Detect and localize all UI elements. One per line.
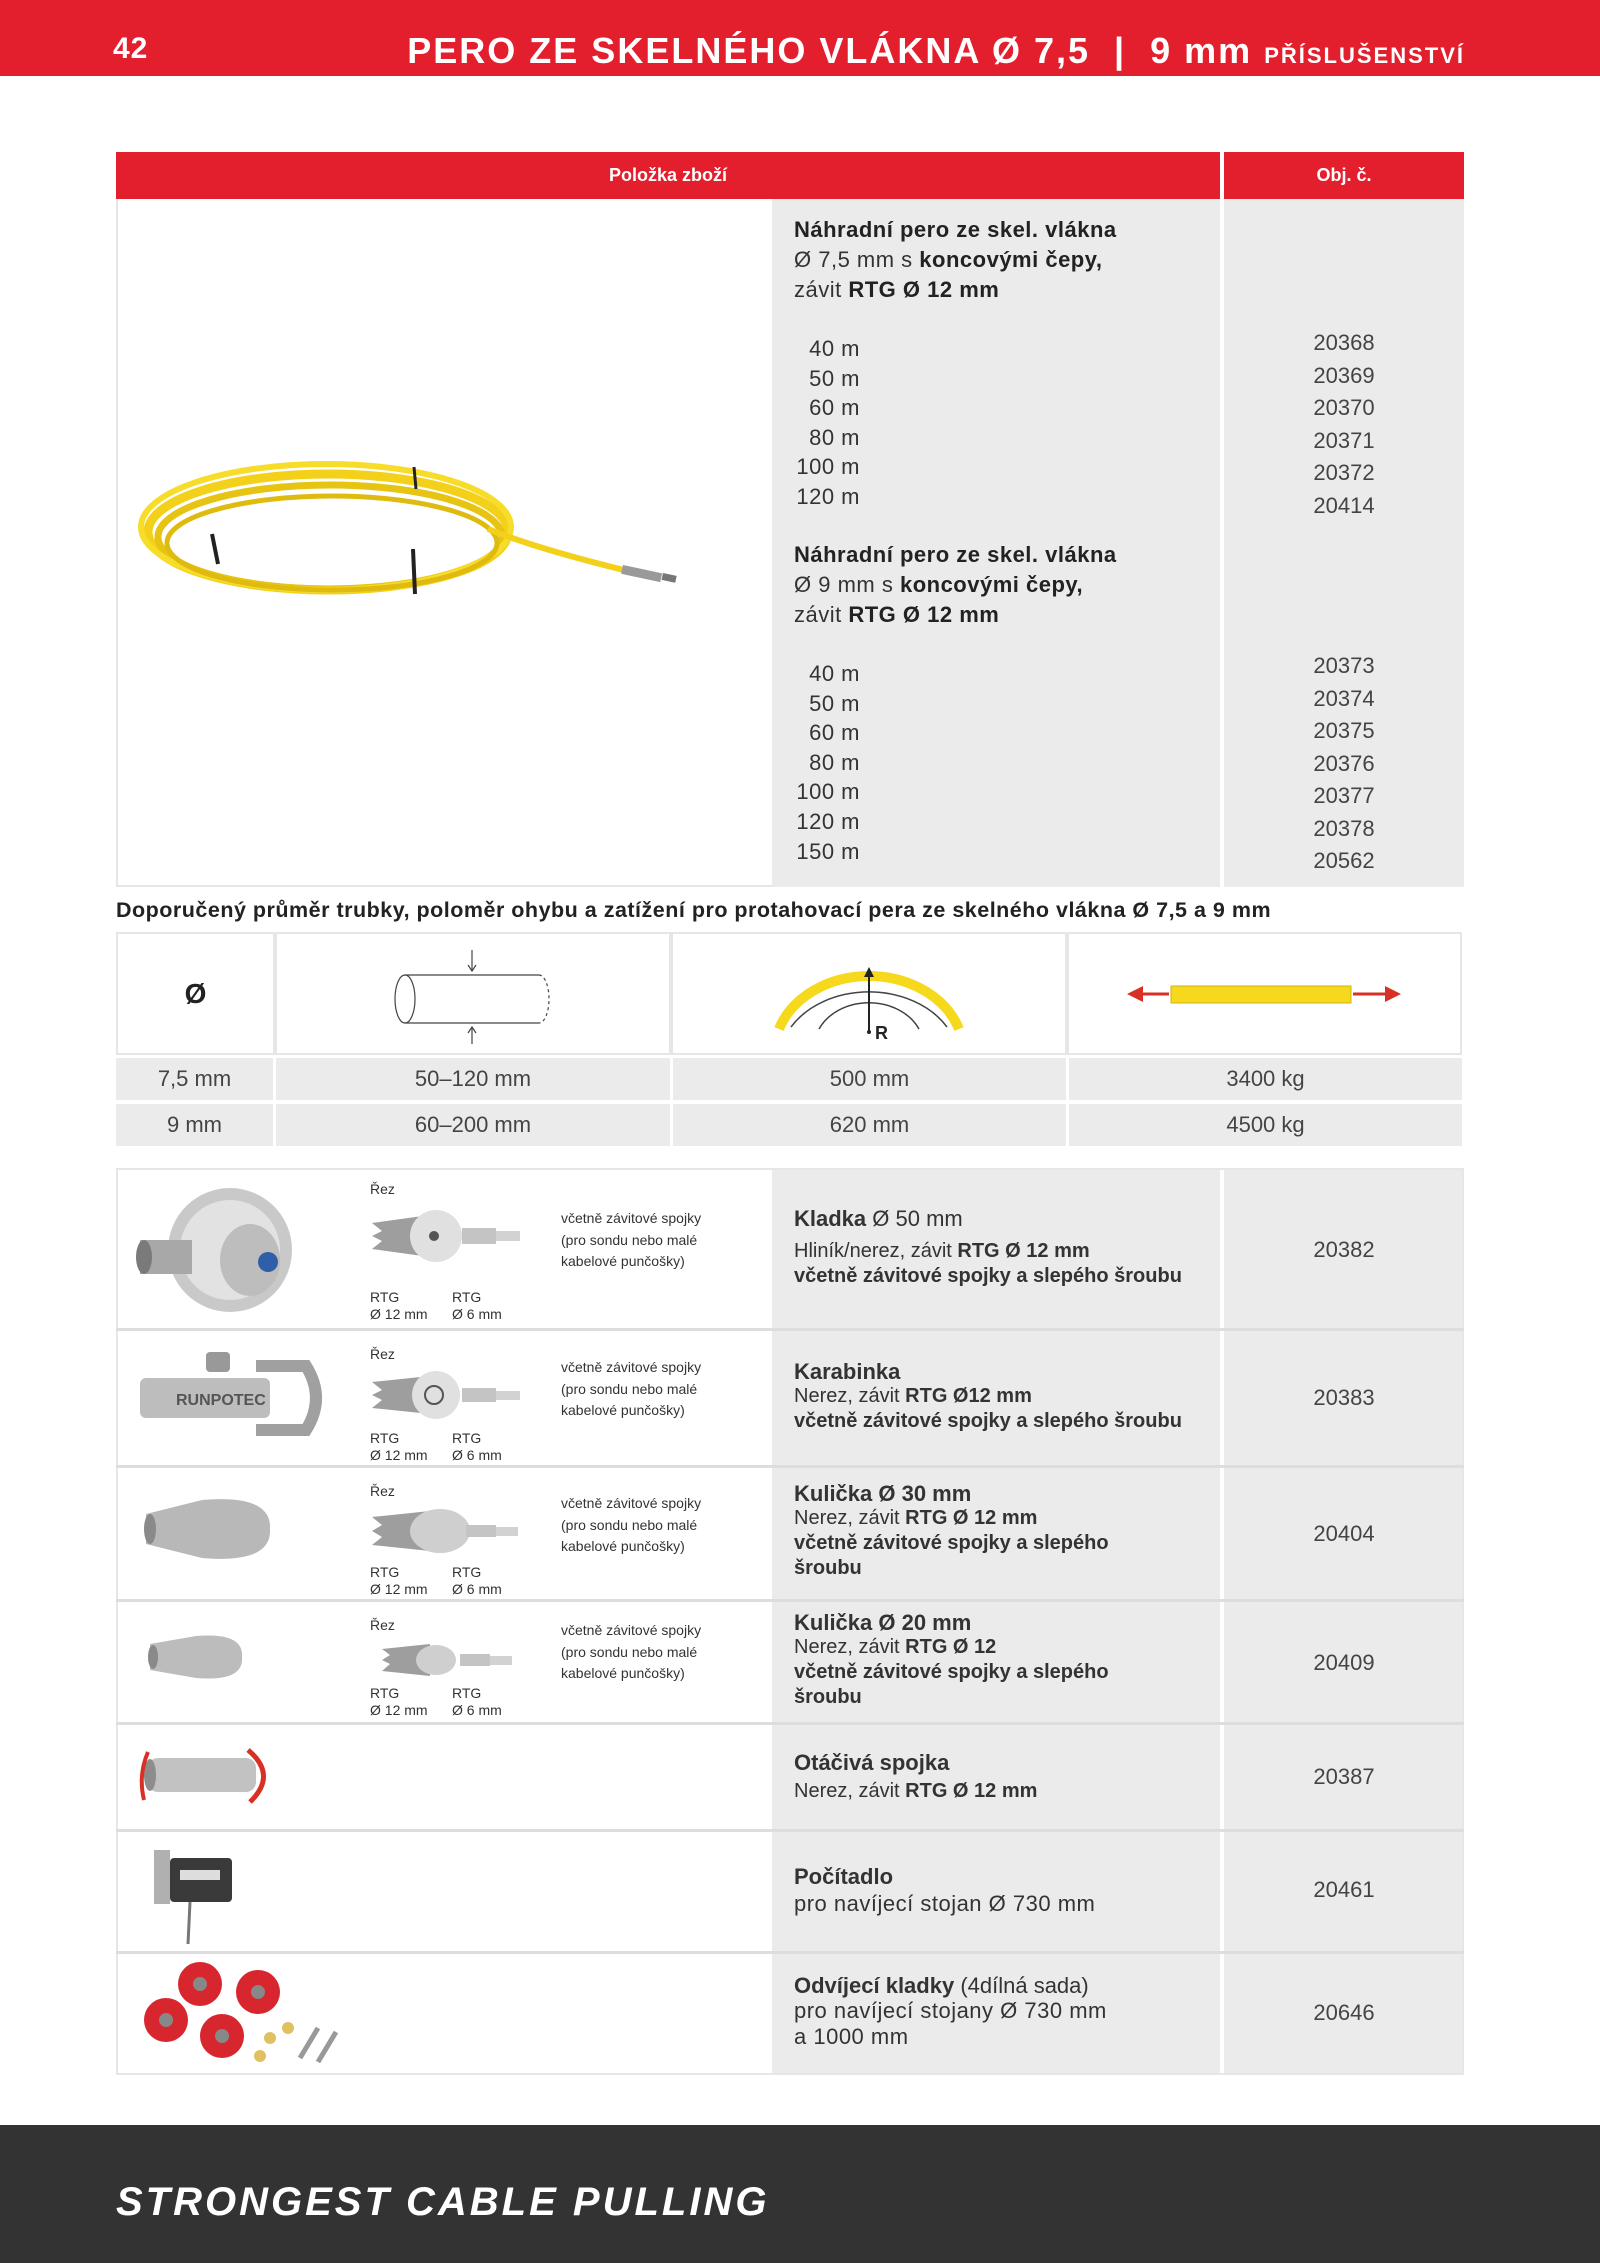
rod9-thread-label: závit <box>794 602 849 627</box>
spec-row-load: 4500 kg <box>1069 1104 1462 1146</box>
rod75-orders <box>1224 327 1464 522</box>
order-number: 20404 <box>1313 1521 1375 1546</box>
row-divider <box>116 1599 1464 1602</box>
length-value: 100 m <box>796 779 860 805</box>
accessory-material: Nerez, závit <box>794 1507 906 1529</box>
accessory-thread: RTG Ø 12 mm <box>905 1780 1038 1802</box>
rtg-label: RTG <box>370 1430 400 1446</box>
cut-diagram <box>370 1181 530 1321</box>
swivel-coupling-image <box>138 1740 278 1815</box>
accessory-detail: pro navíjecí stojan Ø 730 mm <box>794 1891 1096 1916</box>
spec-row-pipe: 60–200 mm <box>276 1104 670 1146</box>
accessory-includes: včetně závitové spojky a slepého šroubu <box>794 1265 1182 1287</box>
recommendation-title: Doporučený průměr trubky, poloměr ohybu a zatížení pro protahovací pera ze skelného vlákna Ø 7,5 a 9 mm <box>116 898 1272 922</box>
accessory-desc <box>794 1864 1214 1919</box>
cut-rtg6 <box>452 1289 502 1323</box>
rtg-label: RTG <box>370 1289 400 1305</box>
accessory-detail: pro navíjecí stojany Ø 730 mm <box>794 1998 1107 2023</box>
accessory-material: Nerez, závit <box>794 1780 906 1802</box>
cut-rtg12 <box>370 1564 428 1598</box>
order-number: 20382 <box>1313 1237 1375 1262</box>
included-note <box>561 1208 701 1273</box>
note-line: včetně závitové spojky <box>561 1622 702 1638</box>
column-header-item: Položka zboží <box>116 152 1220 199</box>
title-section: PŘÍSLUŠENSTVÍ <box>1264 43 1465 68</box>
rod9-diameter: Ø 9 mm s <box>794 572 900 597</box>
pulley-image <box>130 1180 310 1325</box>
rtg-size: Ø 12 mm <box>370 1447 428 1463</box>
accessory-material: Nerez, závit <box>794 1636 906 1658</box>
accessory-name-extra: (4dílná sada) <box>954 1973 1089 1998</box>
spec-row-diameter: 7,5 mm <box>116 1058 273 1100</box>
radius-label: R <box>875 1022 888 1043</box>
ball-30-image <box>142 1494 272 1569</box>
rtg-label: RTG <box>452 1289 482 1305</box>
accessory-thread: RTG Ø12 mm <box>905 1385 1032 1407</box>
rtg-label: RTG <box>370 1564 400 1580</box>
note-line: včetně závitové spojky <box>561 1210 702 1226</box>
rod9-ends: koncovými čepy, <box>899 572 1084 597</box>
accessory-includes-cont: šroubu <box>794 1686 862 1708</box>
rod9-title: Náhradní pero ze skel. vlákna <box>794 542 1117 567</box>
diameter-icon-cell <box>116 932 275 1055</box>
order-number: 20387 <box>1313 1764 1375 1789</box>
cut-rtg12 <box>370 1430 428 1464</box>
accessory-desc <box>794 1973 1214 2050</box>
page-number: 42 <box>113 32 149 65</box>
order-number: 20383 <box>1313 1385 1375 1410</box>
cut-label: Řez <box>370 1346 395 1362</box>
cut-rtg12 <box>370 1289 428 1323</box>
carabiner-brand: RUNPOTEC <box>176 1392 266 1409</box>
tensile-load-cell <box>1067 932 1462 1055</box>
rod-image-cell <box>116 199 772 887</box>
pipe-diameter-icon <box>373 944 573 1044</box>
title-main: PERO ZE SKELNÉHO VLÁKNA Ø 7,5 | 9 mm <box>407 30 1253 71</box>
row-divider <box>116 1328 1464 1331</box>
order-number: 20370 <box>1313 395 1375 420</box>
accessory-material: Nerez, závit <box>794 1385 906 1407</box>
rod9-thread: RTG Ø 12 mm <box>848 602 1000 627</box>
order-number: 20409 <box>1313 1650 1375 1675</box>
order-number: 20414 <box>1313 492 1375 518</box>
accessory-name: Otáčivá spojka <box>794 1750 950 1775</box>
row-divider <box>116 1829 1464 1832</box>
page-title <box>407 30 1465 72</box>
cut-label: Řez <box>370 1617 395 1633</box>
rtg-label: RTG <box>452 1564 482 1580</box>
accessory-thread: RTG Ø 12 mm <box>957 1240 1090 1262</box>
cut-drawing <box>370 1364 530 1424</box>
spec-row-radius: 500 mm <box>673 1058 1066 1100</box>
tensile-load-icon <box>1125 974 1405 1014</box>
rod75-lengths <box>794 334 894 512</box>
note-line: kabelové punčošky) <box>561 1538 685 1554</box>
rod9-orders <box>1224 650 1464 878</box>
rod75-diameter: Ø 7,5 mm s <box>794 247 920 272</box>
rod75-description <box>794 215 1117 305</box>
row-divider <box>116 1951 1464 1954</box>
spec-row-load: 3400 kg <box>1069 1058 1462 1100</box>
cut-diagram <box>370 1483 530 1603</box>
bend-radius-icon <box>749 939 989 1049</box>
note-line: (pro sondu nebo malé <box>561 1516 698 1533</box>
length-value: 50 m <box>809 690 860 716</box>
rtg-size: Ø 12 mm <box>370 1306 428 1322</box>
order-number: 20378 <box>1313 815 1375 841</box>
accessory-name: Počítadlo <box>794 1864 894 1889</box>
length-value: 120 m <box>796 808 860 834</box>
cut-drawing <box>370 1201 530 1271</box>
cut-rtg6 <box>452 1430 502 1464</box>
rod75-title: Náhradní pero ze skel. vlákna <box>794 217 1117 242</box>
note-line: včetně závitové spojky <box>561 1495 702 1511</box>
length-value: 40 m <box>809 336 860 361</box>
rtg-label: RTG <box>370 1685 400 1701</box>
spec-row-diameter: 9 mm <box>116 1104 273 1146</box>
carabiner-image <box>136 1348 326 1443</box>
counter-image <box>150 1838 250 1953</box>
cut-rtg12 <box>370 1685 428 1719</box>
note-line: kabelové punčošky) <box>561 1665 685 1681</box>
rod9-description <box>794 540 1117 630</box>
accessory-thread: RTG Ø 12 <box>905 1636 997 1658</box>
note-line: kabelové punčošky) <box>561 1253 685 1269</box>
accessory-desc <box>794 1610 1214 1710</box>
spec-row-pipe: 50–120 mm <box>276 1058 670 1100</box>
rod75-thread: RTG Ø 12 mm <box>848 277 1000 302</box>
accessory-includes: včetně závitové spojky a slepého šroubu <box>794 1410 1182 1432</box>
accessory-desc <box>794 1481 1214 1581</box>
accessory-material: Hliník/nerez, závit <box>794 1240 958 1262</box>
length-value: 80 m <box>809 424 860 450</box>
order-number: 20376 <box>1313 750 1375 776</box>
rod75-ends: koncovými čepy, <box>919 247 1103 272</box>
included-note <box>561 1493 701 1558</box>
note-line: (pro sondu nebo malé <box>561 1231 698 1248</box>
row-divider <box>116 1465 1464 1468</box>
rtg-size: Ø 6 mm <box>452 1306 502 1322</box>
order-number: 20371 <box>1313 427 1375 453</box>
length-value: 150 m <box>796 838 860 864</box>
accessory-name: Kladka <box>794 1206 867 1231</box>
length-value: 50 m <box>809 365 860 391</box>
fiberglass-rod-coil-image <box>118 199 774 887</box>
order-number: 20374 <box>1313 685 1375 711</box>
accessory-thread: RTG Ø 12 mm <box>905 1507 1038 1529</box>
accessory-desc <box>794 1750 1214 1804</box>
order-number: 20461 <box>1313 1877 1375 1902</box>
order-number: 20368 <box>1313 330 1375 355</box>
accessory-name: Kulička Ø 20 mm <box>794 1610 972 1635</box>
order-number: 20562 <box>1313 848 1375 873</box>
length-value: 80 m <box>809 749 860 775</box>
rtg-size: Ø 6 mm <box>452 1581 502 1597</box>
rod9-lengths <box>794 659 894 866</box>
rtg-label: RTG <box>452 1685 482 1701</box>
spec-row-radius: 620 mm <box>673 1104 1066 1146</box>
length-value: 60 m <box>809 720 860 746</box>
included-note <box>561 1357 701 1422</box>
pipe-diagram-cell <box>275 932 671 1055</box>
accessory-name: Kulička Ø 30 mm <box>794 1481 972 1506</box>
accessory-includes: včetně závitové spojky a slepého <box>794 1532 1109 1554</box>
rod75-thread-label: závit <box>794 277 849 302</box>
ball-20-image <box>146 1632 246 1687</box>
cut-drawing <box>370 1501 530 1561</box>
rtg-size: Ø 6 mm <box>452 1447 502 1463</box>
order-number: 20377 <box>1313 783 1375 808</box>
cut-diagram <box>370 1346 530 1466</box>
accessory-name: Karabinka <box>794 1359 901 1384</box>
length-value: 40 m <box>809 661 860 686</box>
cut-label: Řez <box>370 1181 395 1197</box>
accessory-includes: včetně závitové spojky a slepého <box>794 1661 1109 1683</box>
rtg-size: Ø 6 mm <box>452 1702 502 1718</box>
footer-slogan: STRONGEST CABLE PULLING <box>116 2180 770 2224</box>
accessory-includes-cont: šroubu <box>794 1557 862 1579</box>
bend-radius-cell <box>671 932 1067 1055</box>
included-note <box>561 1620 701 1685</box>
unwinding-pulleys-image <box>140 1958 350 2075</box>
cut-rtg6 <box>452 1685 502 1719</box>
note-line: (pro sondu nebo malé <box>561 1643 698 1660</box>
length-value: 100 m <box>796 454 860 480</box>
row-divider <box>116 1722 1464 1725</box>
note-line: (pro sondu nebo malé <box>561 1380 698 1397</box>
page-header <box>0 0 1600 76</box>
note-line: kabelové punčošky) <box>561 1402 685 1418</box>
accessories-order-column <box>1224 1170 1462 2073</box>
cut-rtg6 <box>452 1564 502 1598</box>
rtg-size: Ø 12 mm <box>370 1581 428 1597</box>
order-number: 20369 <box>1313 362 1375 388</box>
accessory-name: Odvíjecí kladky <box>794 1973 955 1998</box>
order-number: 20373 <box>1313 653 1375 678</box>
accessory-desc <box>794 1206 1214 1289</box>
order-number: 20375 <box>1313 718 1375 743</box>
rtg-size: Ø 12 mm <box>370 1702 428 1718</box>
length-value: 120 m <box>796 483 860 509</box>
diameter-symbol: Ø <box>184 977 207 1009</box>
order-number: 20646 <box>1313 2000 1375 2025</box>
note-line: včetně závitové spojky <box>561 1359 702 1375</box>
order-number: 20372 <box>1313 460 1375 485</box>
accessory-name-extra: Ø 50 mm <box>866 1206 963 1231</box>
length-value: 60 m <box>809 395 860 421</box>
cut-drawing <box>370 1635 530 1685</box>
rtg-label: RTG <box>452 1430 482 1446</box>
accessory-desc <box>794 1359 1214 1434</box>
cut-label: Řez <box>370 1483 395 1499</box>
cut-diagram <box>370 1617 530 1727</box>
column-header-order: Obj. č. <box>1224 152 1464 199</box>
accessory-detail-cont: a 1000 mm <box>794 2024 909 2049</box>
